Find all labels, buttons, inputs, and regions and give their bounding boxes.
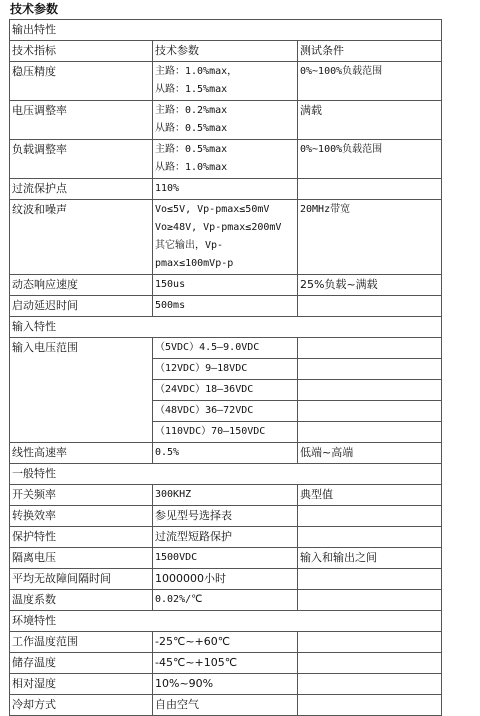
row-value: （48VDC）36—72VDC: [153, 401, 298, 422]
row-value: 300KHZ: [153, 485, 298, 506]
header-row: [10, 41, 442, 62]
row-condition: [298, 380, 442, 401]
row-value: 500ms: [153, 296, 298, 317]
row-label: 温度系数: [10, 590, 153, 611]
row-value: -45℃~+105℃: [153, 653, 298, 674]
row-value: 过流型短路保护: [153, 527, 298, 548]
table-row: [10, 275, 442, 296]
value-line: Vo≤5V, Vp-pmax≤50mV: [155, 204, 270, 215]
row-condition: [298, 569, 442, 590]
row-value: 0.02%/℃: [153, 590, 298, 611]
row-condition: 低端~高端: [298, 443, 442, 464]
row-label: 开关频率: [10, 485, 153, 506]
value-line: 主路：0.5%max: [155, 144, 228, 155]
value-line: 主路：0.2%max: [155, 105, 228, 116]
row-value: 1000000小时: [153, 569, 298, 590]
row-label: 保护特性: [10, 527, 153, 548]
table-row: [10, 140, 442, 179]
row-condition: [298, 422, 442, 443]
row-condition: 25%负载~满载: [298, 275, 442, 296]
row-value: [153, 101, 298, 140]
row-condition: [298, 653, 442, 674]
row-condition: 典型值: [298, 485, 442, 506]
row-condition: [298, 695, 442, 716]
row-label: 启动延迟时间: [10, 296, 153, 317]
table-row: [10, 632, 442, 653]
section-title: 一般特性: [10, 464, 442, 485]
row-label: 线性高速率: [10, 443, 153, 464]
row-label: 隔离电压: [10, 548, 153, 569]
header-cell: 技术参数: [153, 41, 298, 62]
value-line: 从路：1.5%max: [155, 84, 228, 95]
table-row: [10, 674, 442, 695]
value-line: 主路：1.0%max，: [155, 66, 238, 77]
spec-table: [9, 19, 442, 716]
table-row: [10, 338, 442, 359]
section-row-output: [10, 20, 442, 41]
table-row: [10, 653, 442, 674]
value-line: pmax≤100mVp-p: [155, 258, 234, 269]
row-label: 转换效率: [10, 506, 153, 527]
table-row: [10, 590, 442, 611]
row-condition: 满载: [298, 101, 442, 140]
section-row-input: [10, 317, 442, 338]
value-line: 从路：0.5%max: [155, 123, 228, 134]
section-row-general: [10, 464, 442, 485]
table-row: [10, 569, 442, 590]
row-value: [153, 140, 298, 179]
row-value: 自由空气: [153, 695, 298, 716]
row-condition: [298, 359, 442, 380]
row-condition: [298, 506, 442, 527]
row-condition: 0%~100%负载范围: [298, 62, 442, 101]
table-row: [10, 527, 442, 548]
row-value: 参见型号选择表: [153, 506, 298, 527]
row-value: 1500VDC: [153, 548, 298, 569]
section-title: 输入特性: [10, 317, 442, 338]
row-value: 10%~90%: [153, 674, 298, 695]
row-value: （24VDC）18—36VDC: [153, 380, 298, 401]
table-row: [10, 443, 442, 464]
table-row: [10, 101, 442, 140]
header-cell: 技术指标: [10, 41, 153, 62]
table-row: [10, 548, 442, 569]
row-condition: [298, 674, 442, 695]
row-value: 150us: [153, 275, 298, 296]
row-value: [153, 200, 298, 275]
row-label: 平均无故障间隔时间: [10, 569, 153, 590]
row-label: 动态响应速度: [10, 275, 153, 296]
section-row-env: [10, 611, 442, 632]
row-condition: [298, 632, 442, 653]
table-row: [10, 179, 442, 200]
row-condition: 输入和输出之间: [298, 548, 442, 569]
row-label: 工作温度范围: [10, 632, 153, 653]
row-value: [153, 62, 298, 101]
row-condition: [298, 401, 442, 422]
section-title: 环境特性: [10, 611, 442, 632]
row-condition: 20MHz带宽: [298, 200, 442, 275]
row-value: （110VDC）70—150VDC: [153, 422, 298, 443]
row-condition: [298, 179, 442, 200]
table-row: [10, 485, 442, 506]
row-label: 输入电压范围: [10, 338, 153, 443]
row-label: 纹波和噪声: [10, 200, 153, 275]
table-row: [10, 695, 442, 716]
row-label: 冷却方式: [10, 695, 153, 716]
value-line: 其它输出，Vp-: [155, 240, 224, 251]
row-value: （5VDC）4.5—9.0VDC: [153, 338, 298, 359]
row-label: 相对湿度: [10, 674, 153, 695]
table-row: [10, 506, 442, 527]
row-condition: [298, 338, 442, 359]
row-condition: 0%~100%负载范围: [298, 140, 442, 179]
table-row: [10, 296, 442, 317]
row-label: 电压调整率: [10, 101, 153, 140]
header-cell: 测试条件: [298, 41, 442, 62]
value-line: Vo≥48V, Vp-pmax≤200mV: [155, 222, 282, 233]
row-value: （12VDC）9—18VDC: [153, 359, 298, 380]
row-label: 负载调整率: [10, 140, 153, 179]
row-label: 储存温度: [10, 653, 153, 674]
page-title: 技术参数: [10, 2, 59, 16]
table-row: [10, 200, 442, 275]
row-value: -25℃~+60℃: [153, 632, 298, 653]
row-value: 0.5%: [153, 443, 298, 464]
row-label: 稳压精度: [10, 62, 153, 101]
value-line: 从路：1.0%max: [155, 162, 228, 173]
row-value: 110%: [153, 179, 298, 200]
row-label: 过流保护点: [10, 179, 153, 200]
row-condition: [298, 296, 442, 317]
table-row: [10, 62, 442, 101]
section-title: 输出特性: [10, 20, 442, 41]
row-condition: [298, 590, 442, 611]
row-condition: [298, 527, 442, 548]
